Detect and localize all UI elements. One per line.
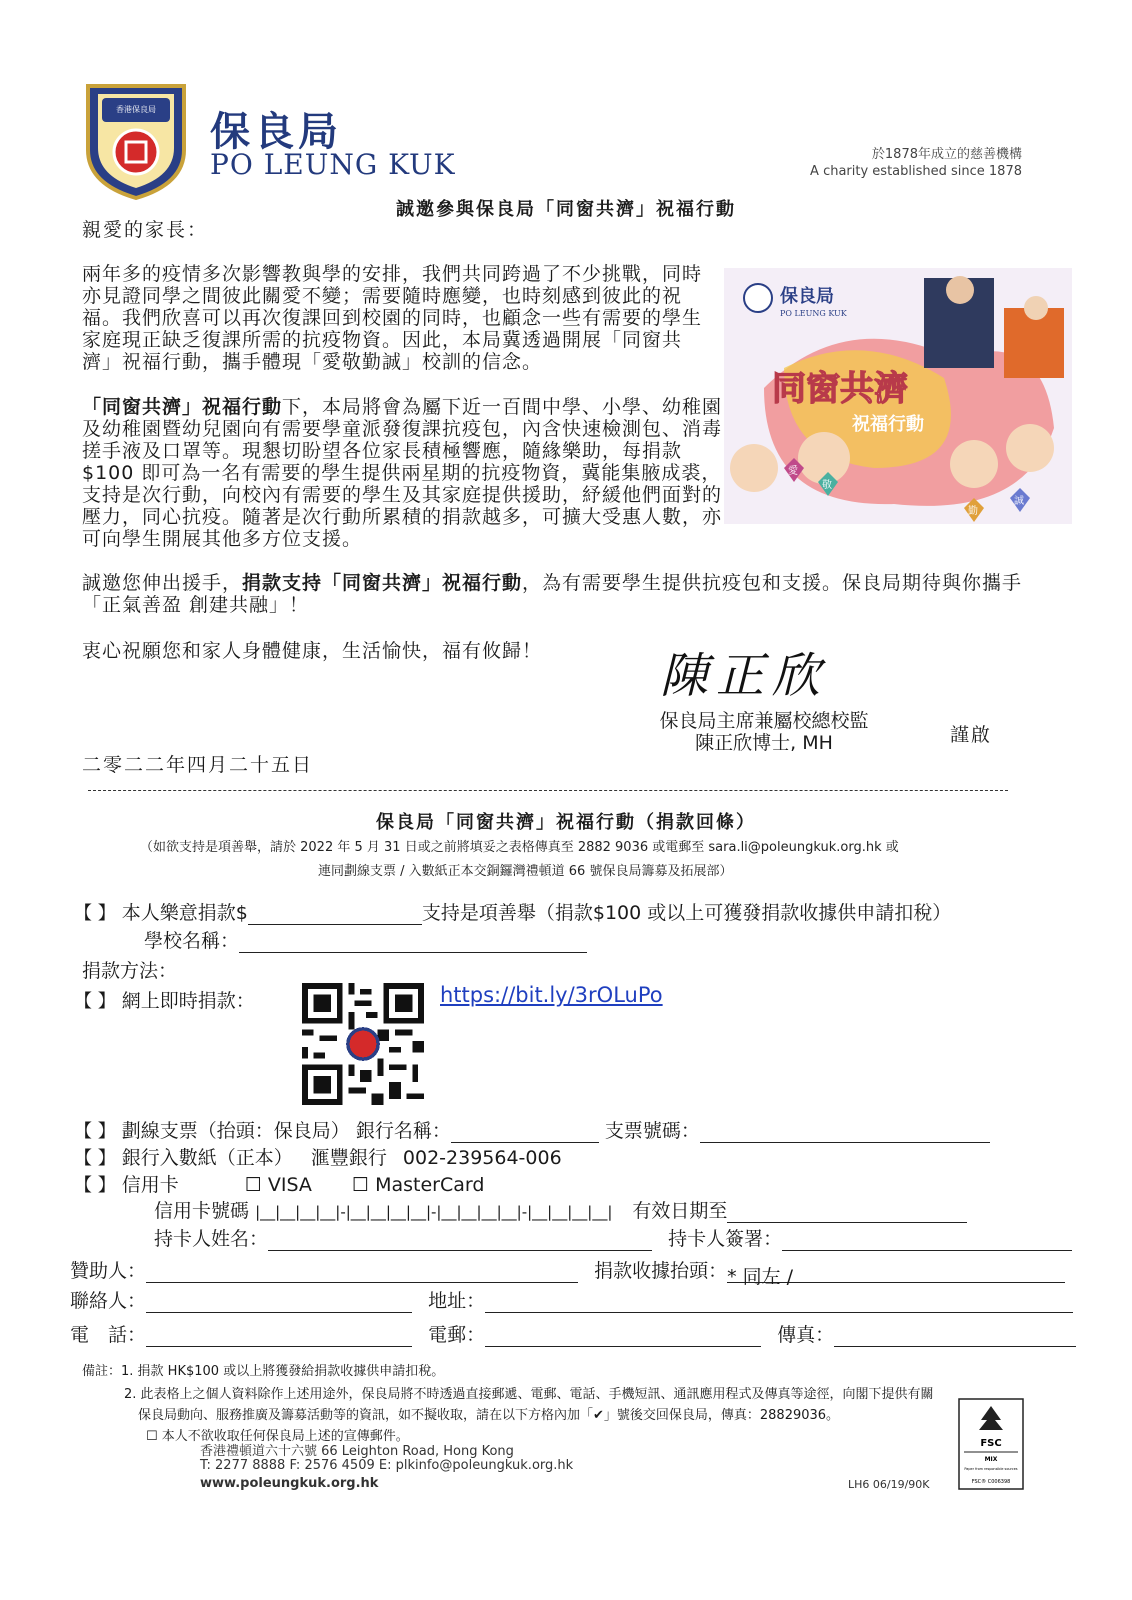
footer-contacts: T: 2277 8888 F: 2576 4509 E: plkinfo@poleungkuk.org.hk	[200, 1458, 574, 1473]
cut-line	[88, 790, 1008, 791]
online-label: 網上即時捐款：	[121, 990, 255, 1012]
cheque-no-label: 支票號碼：	[604, 1120, 700, 1142]
svg-text:MIX: MIX	[984, 1456, 998, 1463]
letter-title: 誠邀參與保良局「同窗共濟」祝福行動	[396, 199, 736, 220]
donation-amount-field[interactable]	[248, 904, 422, 925]
cardholder-name-field[interactable]	[268, 1230, 652, 1251]
svg-text:愛: 愛	[788, 466, 798, 477]
footer-address: 香港禮頓道六十六號 66 Leighton Road, Hong Kong	[200, 1444, 514, 1459]
visa-label: VISA	[267, 1174, 312, 1196]
bankin-account: 002-239564-006	[402, 1147, 562, 1169]
remark-2b: 保良局動向、服務推廣及籌募活動等的資訊，如不擬收取，請在以下方格內加「✔」號後交回保良局，傳真：28829036。	[138, 1408, 840, 1423]
donation-amount-row	[74, 898, 951, 925]
phone-label: 電 話：	[70, 1324, 147, 1346]
remarks	[82, 1360, 934, 1444]
signer-name: 陳正欣博士, MH	[695, 732, 833, 754]
charity-tagline	[810, 146, 1022, 180]
fax-field[interactable]	[834, 1326, 1076, 1347]
svg-text:FSC® C006398: FSC® C006398	[971, 1479, 1011, 1485]
cardholder-name-label: 持卡人姓名：	[154, 1228, 269, 1250]
form-title: 保良局「同窗共濟」祝福行動（捐款回條）	[376, 812, 756, 833]
contact-row	[70, 1286, 1073, 1313]
credit-checkbox[interactable]: 【 】	[74, 1175, 116, 1196]
paragraph-3-start: 誠邀您伸出援手，	[82, 572, 243, 594]
cheque-no-field[interactable]	[700, 1122, 990, 1143]
paragraph-2-bold: 「同窗共濟」祝福行動	[82, 396, 283, 418]
address-label: 地址：	[428, 1290, 486, 1312]
card-number-row	[154, 1196, 967, 1223]
contact-field[interactable]	[146, 1292, 412, 1313]
form-note-line-1: （如欲支持是項善舉，請於 2022 年 5 月 31 日或之前將填妥之表格傳真至 2882 9036 或電郵至 sara.li@poleungkuk.org.hk 或	[140, 840, 899, 855]
bank-name-label: 銀行名稱：	[355, 1120, 451, 1142]
phone-field[interactable]	[146, 1326, 412, 1347]
signer-title: 保良局主席兼屬校總校監	[659, 710, 869, 732]
visa-option[interactable]: ☐ VISA	[244, 1174, 312, 1196]
mastercard-label: MasterCard	[375, 1174, 485, 1196]
brand-name-en: PO LEUNG KUK	[210, 148, 456, 181]
sponsor-row	[70, 1256, 1065, 1288]
charity-tagline-zh: 於1878年成立的慈善機構	[871, 147, 1022, 162]
school-name-field[interactable]	[239, 932, 587, 953]
cardholder-sign-field[interactable]	[782, 1230, 1072, 1251]
cardholder-sign-label: 持卡人簽署：	[668, 1228, 783, 1250]
charity-tagline-en: A charity established since 1878	[810, 164, 1022, 179]
cheque-checkbox[interactable]: 【 】	[74, 1121, 116, 1142]
remark-2a: 2. 此表格上之個人資料除作上述用途外，保良局將不時透過直接郵遞、電郵、電話、手機短訊、通訊應用程式及傳真等途徑，向閣下提供有關	[124, 1387, 934, 1402]
bankin-bank: 滙豐銀行	[310, 1147, 387, 1169]
campaign-photo	[724, 268, 1072, 524]
online-checkbox[interactable]: 【 】	[74, 991, 116, 1012]
qr-code[interactable]	[302, 983, 424, 1105]
method-label: 捐款方法：	[82, 960, 178, 982]
svg-text:祝福行動: 祝福行動	[852, 414, 924, 435]
paragraph-4: 衷心祝願您和家人身體健康，生活愉快，福有攸歸！	[82, 640, 543, 662]
paragraph-3	[82, 572, 1042, 616]
remarks-label: 備註：	[82, 1364, 122, 1379]
donate-label-2: 支持是項善舉（捐款$100 或以上可獲發捐款收據供申請扣稅）	[421, 902, 952, 924]
paragraph-2	[82, 396, 732, 550]
svg-text:Paper from responsible sources: Paper from responsible sources	[964, 1467, 1018, 1471]
closing: 謹啟	[950, 724, 993, 746]
address-field[interactable]	[485, 1292, 1073, 1313]
svg-text:PO LEUNG KUK: PO LEUNG KUK	[780, 309, 847, 318]
cheque-row	[74, 1116, 990, 1143]
paragraph-2-body: 下，本局將會為屬下近一百間中學、小學、幼稚園及幼稚園暨幼兒園向有需要學童派發復課抗疫包，內含快速檢測包、消毒搓手液及口罩等。現懇切盼望各位家長積極響應，隨緣樂助，每捐款$100 即可為一名有需要的學生提供兩星期的抗疫物資，冀能集腋成裘，支持是次行動，向校內有需要的學生及其家庭提供援助，紓緩他們面對的壓力，同心抗疫。隨著是次行動所累積的捐款越多，可擴大受惠人數，亦可向學生開展其他多方位支援。	[82, 396, 723, 550]
svg-text:陳正欣: 陳正欣	[660, 648, 829, 704]
crest-logo	[80, 80, 192, 200]
svg-text:保良局: 保良局	[780, 286, 834, 307]
school-label: 學校名稱：	[144, 930, 240, 952]
cardholder-row	[154, 1224, 1072, 1251]
card-number-label: 信用卡號碼	[154, 1200, 250, 1222]
receipt-field[interactable]	[727, 1262, 1065, 1288]
bankin-label: 銀行入數紙（正本）	[121, 1147, 293, 1169]
remark-1: 1. 捐款 HK$100 或以上將獲發給捐款收據供申請扣稅。	[121, 1364, 445, 1379]
svg-text:敬: 敬	[822, 480, 832, 491]
fax-label: 傳真：	[777, 1324, 835, 1346]
form-note-line-2: 連同劃線支票 / 入數紙正本交銅鑼灣禮頓道 66 號保良局籌募及拓展部）	[318, 864, 733, 879]
cheque-label: 劃線支票（抬頭：保良局）	[121, 1120, 350, 1142]
bankin-checkbox[interactable]: 【 】	[74, 1148, 116, 1169]
salutation: 親愛的家長：	[82, 219, 209, 241]
email-field[interactable]	[485, 1326, 761, 1347]
form-code: LH6 06/19/90K	[848, 1478, 930, 1491]
expiry-label: 有效日期至	[632, 1200, 728, 1222]
signer-block	[644, 710, 884, 754]
signature	[654, 630, 884, 710]
letter-date: 二零二二年四月二十五日	[82, 754, 314, 776]
paragraph-3-bold: 捐款支持「同窗共濟」祝福行動	[242, 572, 523, 594]
phone-row	[70, 1320, 1076, 1347]
footer-website[interactable]: www.poleungkuk.org.hk	[200, 1476, 379, 1491]
donate-label: 本人樂意捐款$	[121, 902, 248, 924]
svg-text:同窗共濟: 同窗共濟	[772, 369, 908, 409]
receipt-label: 捐款收據抬頭：	[594, 1260, 728, 1282]
fsc-logo	[958, 1398, 1024, 1490]
contact-label: 聯絡人：	[70, 1290, 147, 1312]
svg-text:香港保良局: 香港保良局	[116, 105, 156, 114]
svg-text:FSC: FSC	[980, 1438, 1002, 1449]
optout-checkbox[interactable]: ☐ 本人不欲收取任何保良局上述的宣傳郵件。	[146, 1429, 409, 1444]
svg-text:勤: 勤	[968, 506, 978, 517]
sponsor-label: 贊助人：	[70, 1260, 147, 1282]
bankin-row	[74, 1143, 562, 1170]
donation-url-link[interactable]: https://bit.ly/3rOLuPo	[440, 983, 663, 1007]
receipt-value: * 同左 /	[727, 1266, 794, 1288]
credit-label: 信用卡	[121, 1174, 179, 1196]
bank-name-field[interactable]	[451, 1122, 599, 1143]
credit-row	[74, 1170, 484, 1197]
mastercard-option[interactable]: ☐ MasterCard	[351, 1174, 485, 1196]
svg-text:誠: 誠	[1014, 496, 1024, 507]
email-label: 電郵：	[428, 1324, 486, 1346]
card-number-boxes[interactable]: |__|__|__|__|-|__|__|__|__|-|__|__|__|__|-|__|__|__|__|	[255, 1203, 613, 1221]
brand-name-zh: 保良局	[210, 108, 342, 155]
donate-checkbox[interactable]: 【 】	[74, 903, 116, 924]
sponsor-field[interactable]	[146, 1262, 578, 1283]
paragraph-3-end: ，為有需要學生提供抗疫包和支援。保良局期待與你攜手「正氣善盈 創建共融」！	[82, 572, 1023, 616]
expiry-field[interactable]	[727, 1202, 967, 1223]
school-row	[144, 926, 587, 953]
paragraph-1: 兩年多的疫情多次影響教與學的安排，我們共同跨過了不少挑戰，同時亦見證同學之間彼此關愛不變；需要隨時應變，也時刻感到彼此的祝福。我們欣喜可以再次復課回到校園的同時，也顧念一些有需要的學生家庭現正缺乏復課所需的抗疫物資。因此，本局冀透過開展「同窗共濟」祝福行動，攜手體現「愛敬勤誠」校訓的信念。	[82, 263, 703, 373]
online-row	[74, 986, 255, 1013]
